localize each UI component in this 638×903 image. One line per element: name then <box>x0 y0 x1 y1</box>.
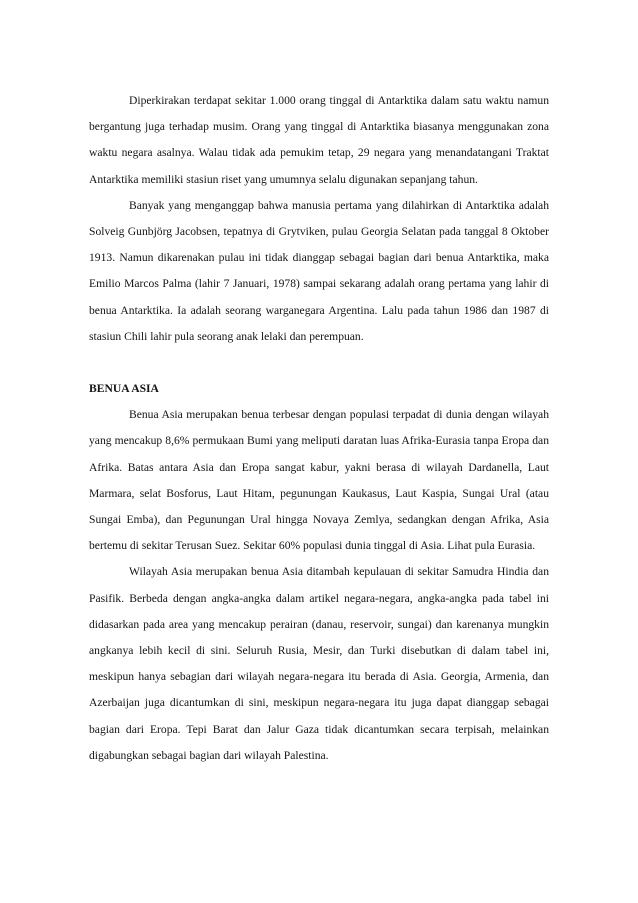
paragraph-antarktika-population: Diperkirakan terdapat sekitar 1.000 orang tinggal di Antarktika dalam satu waktu namun bergantung juga terhadap musim. Orang yang tinggal di Antarktika biasanya menggunakan zona waktu negara asalnya. Walau tidak ada pemukim tetap, 29 negara yang menandatangani Traktat Antarktika memiliki stasiun riset yang umumnya selalu digunakan sepanjang tahun. <box>89 94 549 186</box>
paragraph-asia-overview: Benua Asia merupakan benua terbesar dengan populasi terpadat di dunia dengan wilayah yang mencakup 8,6% permukaan Bumi yang meliputi daratan luas Afrika-Eurasia tanpa Eropa dan Afrika. Batas antara Asia dan Eropa sangat kabur, yakni berasa di wilayah Dardanella, Laut Marmara, selat Bosforus, Laut Hitam, pegunungan Kaukasus, Laut Kaspia, Sungai Ural (atau Sungai Emba), dan Pegunungan Ural hingga Novaya Zemlya, sedangkan dengan Afrika, Asia bertemu di sekitar Terusan Suez. Sekitar 60% populasi dunia tinggal di Asia. Lihat pula Eurasia. <box>89 408 549 553</box>
document-body <box>89 88 549 769</box>
section-heading-asia: BENUA ASIA <box>89 382 159 396</box>
paragraph-antarktika-first-born: Banyak yang menganggap bahwa manusia pertama yang dilahirkan di Antarktika adalah Solveig Gunbjörg Jacobsen, tepatnya di Grytviken, pulau Georgia Selatan pada tanggal 8 Oktober 1913. Namun dikarenakan pulau ini tidak dianggap sebagai bagian dari benua Antarktika, maka Emilio Marcos Palma (lahir 7 Januari, 1978) sampai sekarang adalah orang pertama yang lahir di benua Antarktika. Ia adalah seorang warganegara Argentina. Lalu pada tahun 1986 dan 1987 di stasiun Chili lahir pula seorang anak lelaki dan perempuan. <box>89 198 549 343</box>
section-spacer <box>89 350 549 376</box>
paragraph-asia-region: Wilayah Asia merupakan benua Asia ditambah kepulauan di sekitar Samudra Hindia dan Pasifik. Berbeda dengan angka-angka dalam artikel negara-negara, angka-angka pada tabel ini didasarkan pada area yang mencakup perairan (danau, reservoir, sungai) dan karenanya mungkin angkanya lebih kecil di sini. Seluruh Rusia, Mesir, dan Turki disebutkan di dalam tabel ini, meskipun hanya sebagian dari wilayah negara-negara itu berada di Asia. Georgia, Armenia, dan Azerbaijan juga dicantumkan di sini, meskipun negara-negara itu juga dapat dianggap sebagai bagian dari Eropa. Tepi Barat dan Jalur Gaza tidak dicantumkan secara terpisah, melainkan digabungkan sebagai bagian dari wilayah Palestina. <box>89 565 549 762</box>
